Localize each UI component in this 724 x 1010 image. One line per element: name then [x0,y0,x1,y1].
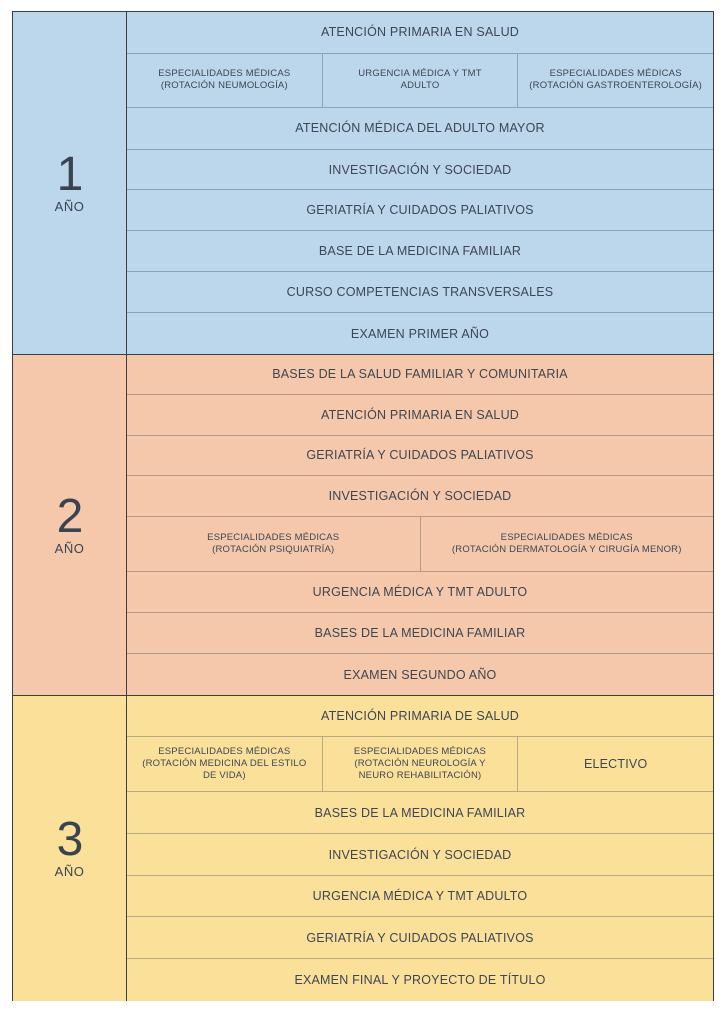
year-word: AÑO [54,198,85,214]
course-cell: INVESTIGACIÓN Y SOCIEDAD [328,162,512,177]
course-cell-split: ESPECIALIDADES MÉDICAS (ROTACIÓN DERMATOLOGÍA Y CIRUGÍA MENOR) [420,517,714,572]
course-row [127,355,713,395]
course-cell-split: ESPECIALIDADES MÉDICAS (ROTACIÓN GASTROENTEROLOGÍA) [517,54,713,107]
course-cell: INVESTIGACIÓN Y SOCIEDAD [328,488,512,503]
year-1-courses [127,12,713,354]
course-cell: EXAMEN SEGUNDO AÑO [343,667,497,682]
course-row [127,190,713,231]
year-number: 2 [56,489,83,543]
year-number: 3 [56,813,83,866]
course-row [127,792,713,834]
course-cell: BASE DE LA MEDICINA FAMILIAR [318,244,522,259]
course-cell: GERIATRÍA Y CUIDADOS PALIATIVOS [306,203,534,218]
year-3-label [13,696,127,1001]
course-row [127,917,713,959]
course-cell: GERIATRÍA Y CUIDADOS PALIATIVOS [306,448,534,463]
course-cell: ATENCIÓN PRIMARIA DE SALUD [320,709,520,723]
year-2-courses [127,355,713,695]
year-word: AÑO [54,540,85,556]
course-row [127,476,713,517]
course-row [127,959,713,1001]
course-row [127,572,713,613]
course-cell: URGENCIA MÉDICA Y TMT ADULTO [312,585,528,600]
course-row [127,108,713,150]
year-1-label [13,12,127,354]
course-row [127,876,713,917]
curriculum-table [12,11,714,1001]
course-cell: ATENCIÓN PRIMARIA EN SALUD [320,407,520,422]
year-1-block [13,12,713,355]
year-3-courses [127,696,713,1001]
course-row [127,395,713,436]
course-cell-split: ELECTIVO [517,737,713,791]
course-cell: GERIATRÍA Y CUIDADOS PALIATIVOS [306,930,534,945]
course-cell: EXAMEN FINAL Y PROYECTO DE TÍTULO [294,973,546,987]
course-cell-split: ESPECIALIDADES MÉDICAS (ROTACIÓN NEUROLOGÍA Y NEURO REHABILITACIÓN) [322,737,518,791]
course-row [127,834,713,876]
course-cell: EXAMEN PRIMER AÑO [350,326,490,341]
course-cell-split: URGENCIA MÉDICA Y TMT ADULTO [322,54,518,107]
course-cell-split: ESPECIALIDADES MÉDICAS (ROTACIÓN PSIQUIATRÍA) [207,531,340,555]
course-row [127,12,713,54]
year-number: 1 [56,147,83,201]
course-cell: ATENCIÓN MÉDICA DEL ADULTO MAYOR [295,121,545,136]
course-row [127,737,713,792]
course-cell: BASES DE LA MEDICINA FAMILIAR [314,805,526,820]
course-row [127,517,713,573]
course-row [127,150,713,191]
course-cell: CURSO COMPETENCIAS TRANSVERSALES [286,285,554,300]
course-row [127,272,713,313]
year-3-block [13,696,713,1001]
course-cell: URGENCIA MÉDICA Y TMT ADULTO [312,889,528,903]
course-cell: BASES DE LA SALUD FAMILIAR Y COMUNITARIA [272,367,568,382]
course-row [127,613,713,654]
course-cell: BASES DE LA MEDICINA FAMILIAR [314,626,526,641]
course-cell-split: ESPECIALIDADES MÉDICAS (ROTACIÓN MEDICINA DEL ESTILO DE VIDA) [142,746,307,781]
year-2-block [13,355,713,696]
year-2-label [13,355,127,695]
course-row [127,696,713,737]
year-word: AÑO [54,864,85,879]
course-cell: ATENCIÓN PRIMARIA EN SALUD [320,25,520,40]
course-row [127,654,713,695]
course-cell-split: ESPECIALIDADES MÉDICAS (ROTACIÓN NEUMOLOGÍA) [158,68,291,92]
course-row [127,436,713,476]
course-row [127,54,713,108]
course-cell: INVESTIGACIÓN Y SOCIEDAD [328,847,512,862]
course-row [127,231,713,272]
course-row [127,313,713,354]
